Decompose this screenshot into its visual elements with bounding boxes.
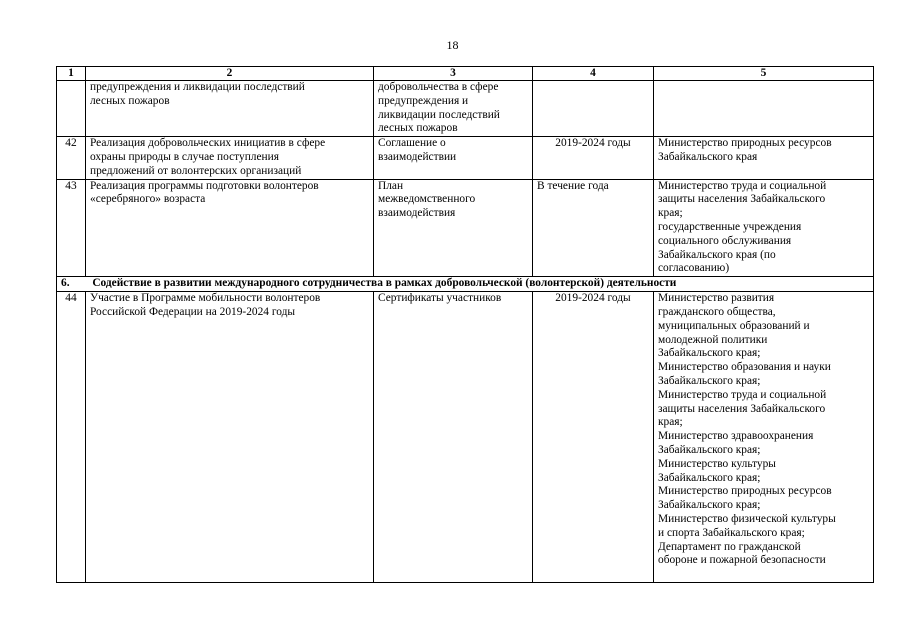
section-row xyxy=(57,277,874,292)
column-header-activity: 2 xyxy=(86,67,374,81)
table-row xyxy=(57,137,874,179)
row-activity: Участие в Программе мобильности волонтеров Российской Федерации на 2019-2024 годы xyxy=(86,292,374,583)
row-executor: Министерство развития гражданского общества, муниципальных образований и молодежной политики Забайкальского края; Министерство образования и науки Забайкальского края; Министерство труда и социальной защиты населения Забайкальского края; Министерство здравоохранения Забайкальского края; Министерство культуры Забайкальского края; Министерство природных ресурсов Забайкальского края; Министерство физической культуры и спорта Забайкальского края; Департамент по гражданской обороне и пожарной безопасности xyxy=(654,292,874,583)
row-activity: Реализация добровольческих инициатив в сфере охраны природы в случае поступления предложений от волонтерских организаций xyxy=(86,137,374,179)
row-result: План межведомственного взаимодействия xyxy=(374,179,533,277)
table-row xyxy=(57,81,874,137)
column-header-number: 1 xyxy=(57,67,86,81)
row-result: Сертификаты участников xyxy=(374,292,533,583)
row-result: добровольчества в сфере предупреждения и ликвидации последствий лесных пожаров xyxy=(374,81,533,137)
row-executor: Министерство природных ресурсов Забайкальского края xyxy=(654,137,874,179)
row-result: Соглашение о взаимодействии xyxy=(374,137,533,179)
activity-plan-table xyxy=(56,66,874,583)
row-executor: Министерство труда и социальной защиты населения Забайкальского края; государственные учреждения социального обслуживания Забайкальского края (по согласованию) xyxy=(654,179,874,277)
row-activity: предупреждения и ликвидации последствий лесных пожаров xyxy=(86,81,374,137)
row-term: 2019-2024 годы xyxy=(533,292,654,583)
column-header-term: 4 xyxy=(533,67,654,81)
section-heading: 6. Содействие в развитии международного сотрудничества в рамках добровольческой (волонтерской) деятельности xyxy=(57,277,874,292)
row-number xyxy=(57,81,86,137)
table-row xyxy=(57,292,874,583)
row-number: 43 xyxy=(57,179,86,277)
row-executor xyxy=(654,81,874,137)
table-header-row xyxy=(57,67,874,81)
row-term: В течение года xyxy=(533,179,654,277)
page-number: 18 xyxy=(446,38,459,52)
row-term xyxy=(533,81,654,137)
row-number: 44 xyxy=(57,292,86,583)
column-header-result: 3 xyxy=(374,67,533,81)
row-number: 42 xyxy=(57,137,86,179)
column-header-executor: 5 xyxy=(654,67,874,81)
table-row xyxy=(57,179,874,277)
row-term: 2019-2024 годы xyxy=(533,137,654,179)
row-activity: Реализация программы подготовки волонтеров «серебряного» возраста xyxy=(86,179,374,277)
